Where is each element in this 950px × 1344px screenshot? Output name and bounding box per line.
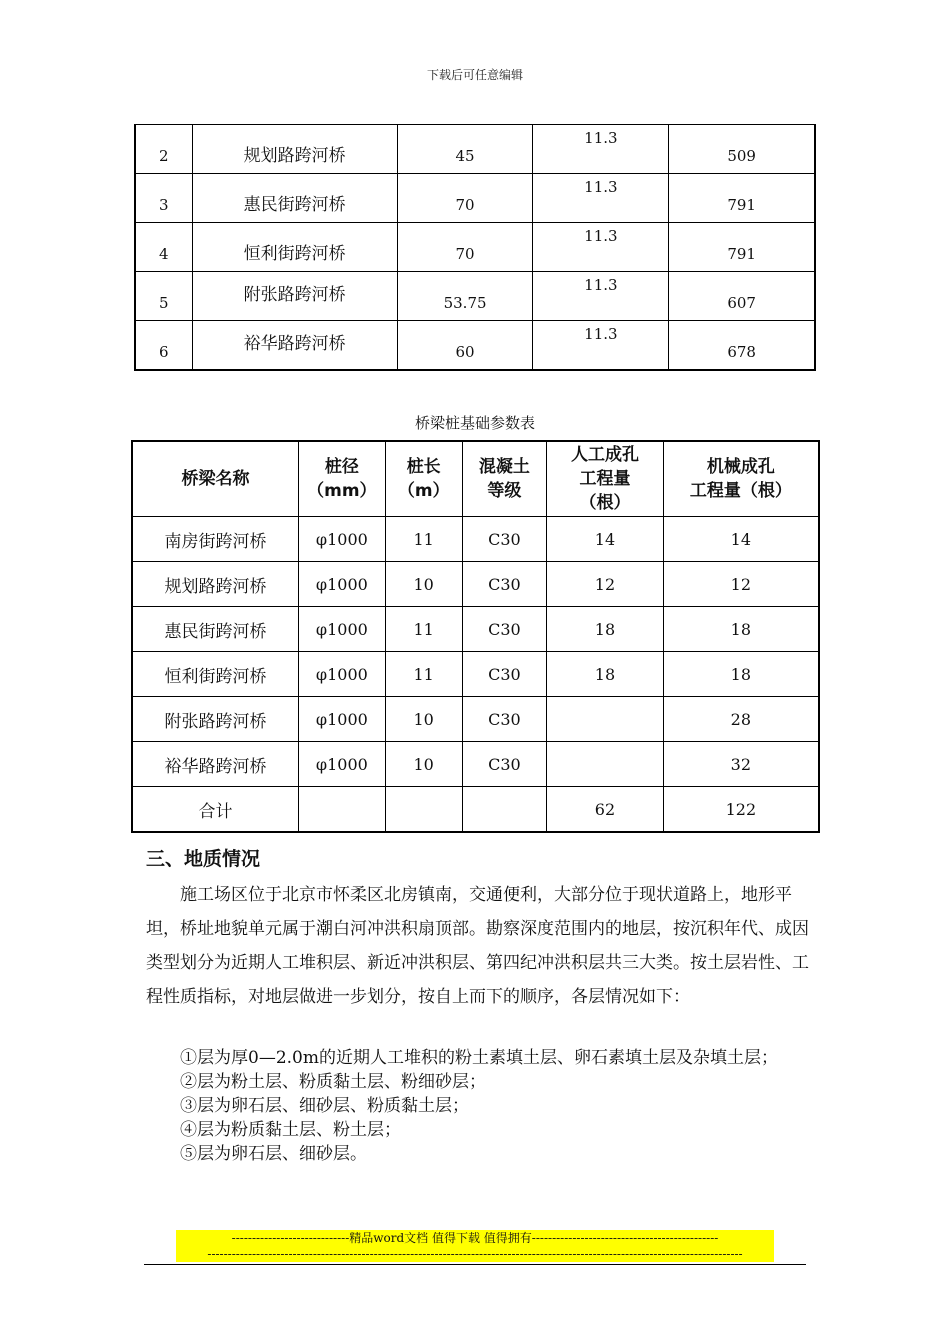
table-cell: 11.3	[533, 272, 669, 321]
cell-machine: 12	[663, 562, 819, 607]
cell-manual: 18	[547, 607, 664, 652]
cell-manual: 14	[547, 517, 664, 562]
table-row	[135, 174, 815, 223]
header-grade: 混凝土 等级	[462, 441, 547, 517]
table-cell: 恒利街跨河桥	[192, 223, 397, 272]
cell-grade: C30	[462, 652, 547, 697]
table-cell: 5	[135, 272, 192, 321]
table-cell: 惠民街跨河桥	[192, 174, 397, 223]
cell-diameter: φ1000	[298, 562, 385, 607]
cell-name: 恒利街跨河桥	[132, 652, 298, 697]
cell-total-label: 合计	[132, 787, 298, 833]
table-row	[135, 125, 815, 174]
cell-grade: C30	[462, 562, 547, 607]
cell-length: 10	[385, 697, 462, 742]
cell-grade: C30	[462, 607, 547, 652]
table-row	[132, 697, 819, 742]
cell-machine: 18	[663, 652, 819, 697]
table-row	[132, 607, 819, 652]
table-cell: 4	[135, 223, 192, 272]
cell-length: 11	[385, 652, 462, 697]
cell-machine: 14	[663, 517, 819, 562]
header-manual: 人工成孔 工程量 （根）	[547, 441, 664, 517]
header-machine: 机械成孔 工程量（根）	[663, 441, 819, 517]
table-row	[132, 562, 819, 607]
table-cell: 6	[135, 321, 192, 371]
table-cell: 45	[397, 125, 533, 174]
header-note: 下载后可任意编辑	[426, 68, 523, 82]
cell-machine: 32	[663, 742, 819, 787]
cell-diameter: φ1000	[298, 652, 385, 697]
list-item: ⑤层为卵石层、细砂层。	[180, 1144, 367, 1164]
footer-line-2: ------------------------------------------------------------------------------------------------------------------------------------	[207, 1247, 743, 1261]
cell-diameter: φ1000	[298, 607, 385, 652]
table-cell: 70	[397, 174, 533, 223]
table-cell: 裕华路跨河桥	[192, 321, 397, 371]
table-caption: 桥梁桩基础参数表	[414, 414, 535, 432]
cell-length	[385, 787, 462, 833]
footer-divider	[144, 1264, 806, 1265]
cell-diameter: φ1000	[298, 697, 385, 742]
pile-foundation-table	[131, 440, 820, 833]
table-header-row	[132, 441, 819, 517]
cell-length: 10	[385, 742, 462, 787]
cell-grade	[462, 787, 547, 833]
footer-banner	[176, 1230, 774, 1262]
table-total-row	[132, 787, 819, 833]
footer-line-1: -----------------------------精品word文档 值得下载 值得拥有----------------------------------------------	[231, 1231, 719, 1245]
header-length: 桩长 （m）	[385, 441, 462, 517]
table-row	[132, 652, 819, 697]
cell-machine: 28	[663, 697, 819, 742]
list-item: ③层为卵石层、细砂层、粉质黏土层；	[180, 1096, 469, 1116]
table-row	[135, 321, 815, 371]
table-row	[135, 223, 815, 272]
table-cell: 11.3	[533, 174, 669, 223]
table-cell: 607	[669, 272, 815, 321]
cell-diameter: φ1000	[298, 742, 385, 787]
table-cell: 附张路跨河桥	[192, 272, 397, 321]
table-cell: 509	[669, 125, 815, 174]
cell-total-manual: 62	[547, 787, 664, 833]
cell-length: 11	[385, 517, 462, 562]
list-item: ①层为厚0—2.0m的近期人工堆积的粉土素填土层、卵石素填土层及杂填土层；	[180, 1048, 778, 1068]
table-cell: 60	[397, 321, 533, 371]
cell-name: 规划路跨河桥	[132, 562, 298, 607]
table-cell: 3	[135, 174, 192, 223]
cell-name: 裕华路跨河桥	[132, 742, 298, 787]
cell-manual: 18	[547, 652, 664, 697]
cell-machine: 18	[663, 607, 819, 652]
section-paragraph: 施工场区位于北京市怀柔区北房镇南，交通便利，大部分位于现状道路上，地形平坦，桥址地貌单元属于潮白河冲洪积扇顶部。勘察深度范围内的地层，按沉积年代、成因类型划分为近期人工堆积层、新近冲洪积层、第四纪冲洪积层共三大类。按土层岩性、工程性质指标，对地层做进一步划分，按自上而下的顺序，各层情况如下：	[146, 885, 809, 1007]
bridge-dimension-table	[134, 124, 816, 371]
cell-manual	[547, 697, 664, 742]
table-row	[132, 742, 819, 787]
cell-grade: C30	[462, 517, 547, 562]
cell-manual: 12	[547, 562, 664, 607]
cell-diameter: φ1000	[298, 517, 385, 562]
table-row	[132, 517, 819, 562]
table-cell: 791	[669, 223, 815, 272]
table-cell: 53.75	[397, 272, 533, 321]
cell-name: 南房街跨河桥	[132, 517, 298, 562]
cell-total-machine: 122	[663, 787, 819, 833]
table-cell: 791	[669, 174, 815, 223]
cell-grade: C30	[462, 742, 547, 787]
table-cell: 11.3	[533, 321, 669, 371]
table-cell: 2	[135, 125, 192, 174]
cell-length: 11	[385, 607, 462, 652]
table-row	[135, 272, 815, 321]
layer-list	[146, 1046, 814, 1166]
table-cell: 678	[669, 321, 815, 371]
table-cell: 规划路跨河桥	[192, 125, 397, 174]
cell-manual	[547, 742, 664, 787]
table-cell: 70	[397, 223, 533, 272]
cell-name: 惠民街跨河桥	[132, 607, 298, 652]
header-bridge-name: 桥梁名称	[132, 441, 298, 517]
cell-diameter	[298, 787, 385, 833]
list-item: ②层为粉土层、粉质黏土层、粉细砂层；	[180, 1072, 486, 1092]
header-diameter: 桩径 （mm）	[298, 441, 385, 517]
table-cell: 11.3	[533, 223, 669, 272]
table-cell: 11.3	[533, 125, 669, 174]
cell-name: 附张路跨河桥	[132, 697, 298, 742]
section-title: 三、地质情况	[146, 848, 261, 870]
cell-length: 10	[385, 562, 462, 607]
cell-grade: C30	[462, 697, 547, 742]
list-item: ④层为粉质黏土层、粉土层；	[180, 1120, 401, 1140]
